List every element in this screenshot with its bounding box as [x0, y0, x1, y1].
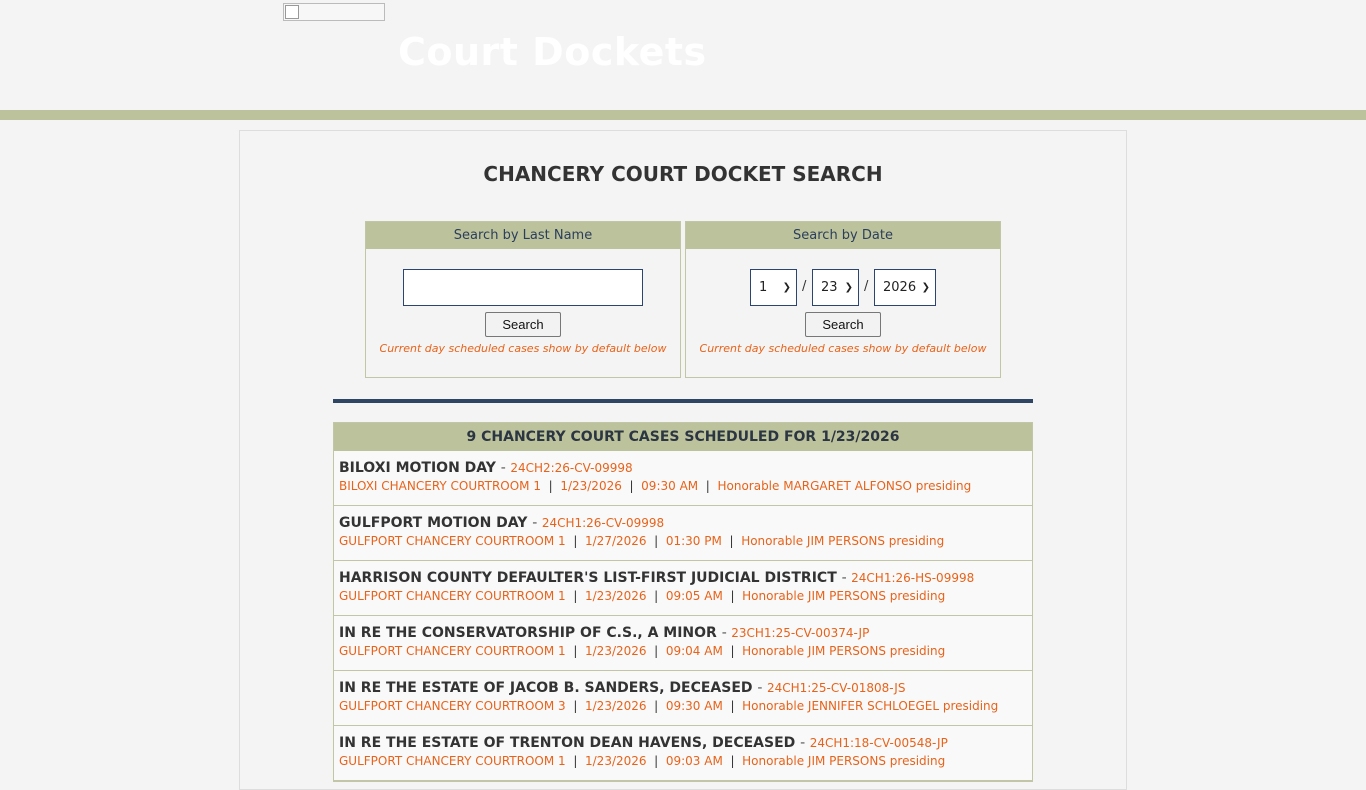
- panel-title: Search by Last Name: [366, 222, 680, 249]
- courtroom: GULFPORT CHANCERY COURTROOM 1: [339, 589, 566, 603]
- case-number[interactable]: 24CH2:26-CV-09998: [510, 461, 633, 475]
- default-note: Current day scheduled cases show by default below: [379, 342, 667, 355]
- search-by-date-panel: [685, 221, 1001, 378]
- year-value: 2026: [883, 280, 917, 295]
- case-title[interactable]: GULFPORT MOTION DAY: [339, 515, 528, 531]
- case-details: [339, 754, 1027, 768]
- dash-separator: -: [800, 735, 810, 751]
- case-number[interactable]: 24CH1:26-CV-09998: [541, 516, 665, 530]
- courtroom: GULFPORT CHANCERY COURTROOM 1: [339, 754, 566, 768]
- pipe-separator: |: [569, 534, 582, 548]
- pipe-separator: |: [701, 479, 714, 493]
- case-title[interactable]: IN RE THE ESTATE OF JACOB B. SANDERS, DECEASED: [339, 680, 753, 696]
- pipe-separator: |: [569, 644, 582, 658]
- presiding-judge: Honorable JIM PERSONS presiding: [742, 644, 946, 658]
- pipe-separator: |: [726, 754, 739, 768]
- page-title: CHANCERY COURT DOCKET SEARCH: [483, 162, 883, 186]
- pipe-separator: |: [726, 644, 739, 658]
- case-heading: [339, 570, 1027, 586]
- presiding-judge: Honorable JENNIFER SCHLOEGEL presiding: [742, 699, 999, 713]
- pipe-separator: |: [569, 754, 582, 768]
- results-table: [333, 422, 1033, 782]
- dash-separator: -: [500, 460, 511, 476]
- hearing-date: 1/23/2026: [585, 589, 647, 603]
- chevron-down-icon: ❯: [844, 282, 853, 293]
- date-separator: /: [864, 279, 869, 294]
- site-header: [0, 0, 1366, 110]
- dash-separator: -: [721, 625, 732, 641]
- presiding-judge: Honorable MARGARET ALFONSO presiding: [717, 479, 972, 493]
- day-select[interactable]: [812, 269, 859, 306]
- logo-image[interactable]: [283, 3, 385, 21]
- hearing-date: 1/23/2026: [585, 699, 647, 713]
- case-row[interactable]: [334, 506, 1032, 561]
- case-heading: [339, 460, 1027, 476]
- pipe-separator: |: [625, 479, 638, 493]
- year-select[interactable]: [874, 269, 936, 306]
- panel-title: Search by Date: [686, 222, 1000, 249]
- last-name-input[interactable]: [403, 269, 643, 306]
- hearing-time: 09:03 AM: [665, 754, 723, 768]
- case-row[interactable]: [334, 726, 1032, 781]
- presiding-judge: Honorable JIM PERSONS presiding: [741, 534, 945, 548]
- case-number[interactable]: 24CH1:18-CV-00548-JP: [809, 736, 948, 750]
- presiding-judge: Honorable JIM PERSONS presiding: [742, 754, 946, 768]
- pipe-separator: |: [650, 644, 663, 658]
- default-note: Current day scheduled cases show by default below: [699, 342, 987, 355]
- courtroom: GULFPORT CHANCERY COURTROOM 1: [339, 534, 566, 548]
- month-value: 1: [759, 280, 768, 295]
- hearing-date: 1/23/2026: [585, 754, 647, 768]
- broken-image-icon: [285, 5, 299, 19]
- chevron-down-icon: ❯: [921, 282, 930, 293]
- results-header: 9 CHANCERY COURT CASES SCHEDULED FOR 1/23/2026: [334, 423, 1032, 451]
- case-row[interactable]: [334, 451, 1032, 506]
- date-search-button[interactable]: Search: [805, 312, 881, 337]
- case-row[interactable]: [334, 561, 1032, 616]
- case-details: [339, 534, 1027, 548]
- case-list: [334, 451, 1032, 781]
- case-heading: [339, 735, 1027, 751]
- case-title[interactable]: BILOXI MOTION DAY: [339, 460, 496, 476]
- chevron-down-icon: ❯: [782, 282, 791, 293]
- section-divider: [333, 399, 1033, 403]
- case-title[interactable]: IN RE THE CONSERVATORSHIP OF C.S., A MINOR: [339, 625, 717, 641]
- case-row[interactable]: [334, 671, 1032, 726]
- case-title[interactable]: HARRISON COUNTY DEFAULTER'S LIST-FIRST JUDICIAL DISTRICT: [339, 570, 837, 586]
- pipe-separator: |: [726, 699, 739, 713]
- search-by-name-panel: [365, 221, 681, 378]
- pipe-separator: |: [725, 534, 738, 548]
- hearing-time: 09:04 AM: [665, 644, 723, 658]
- case-details: [339, 479, 1027, 493]
- main-content: [239, 130, 1127, 790]
- pipe-separator: |: [569, 589, 582, 603]
- courtroom: BILOXI CHANCERY COURTROOM 1: [339, 479, 541, 493]
- case-details: [339, 644, 1027, 658]
- hearing-time: 09:30 AM: [641, 479, 699, 493]
- pipe-separator: |: [569, 699, 582, 713]
- courtroom: GULFPORT CHANCERY COURTROOM 1: [339, 644, 566, 658]
- dash-separator: -: [841, 570, 852, 586]
- pipe-separator: |: [650, 589, 663, 603]
- case-heading: [339, 680, 1027, 696]
- hearing-time: 01:30 PM: [665, 534, 722, 548]
- hearing-date: 1/27/2026: [585, 534, 647, 548]
- case-details: [339, 589, 1027, 603]
- hearing-time: 09:05 AM: [665, 589, 723, 603]
- case-heading: [339, 625, 1027, 641]
- dash-separator: -: [532, 515, 542, 531]
- month-select[interactable]: [750, 269, 797, 306]
- site-title: Court Dockets: [398, 30, 707, 74]
- presiding-judge: Honorable JIM PERSONS presiding: [742, 589, 946, 603]
- header-band: [0, 110, 1366, 120]
- case-heading: [339, 515, 1027, 531]
- pipe-separator: |: [544, 479, 557, 493]
- pipe-separator: |: [650, 754, 663, 768]
- hearing-date: 1/23/2026: [585, 644, 647, 658]
- case-row[interactable]: [334, 616, 1032, 671]
- hearing-time: 09:30 AM: [665, 699, 723, 713]
- date-separator: /: [802, 279, 807, 294]
- case-number[interactable]: 24CH1:26-HS-09998: [851, 571, 975, 585]
- day-value: 23: [821, 280, 838, 295]
- dash-separator: -: [757, 680, 767, 696]
- case-number[interactable]: 23CH1:25-CV-00374-JP: [731, 626, 870, 640]
- pipe-separator: |: [650, 534, 663, 548]
- hearing-date: 1/23/2026: [560, 479, 622, 493]
- courtroom: GULFPORT CHANCERY COURTROOM 3: [339, 699, 566, 713]
- name-search-button[interactable]: Search: [485, 312, 561, 337]
- pipe-separator: |: [726, 589, 739, 603]
- case-number[interactable]: 24CH1:25-CV-01808-JS: [766, 681, 906, 695]
- case-title[interactable]: IN RE THE ESTATE OF TRENTON DEAN HAVENS, DECEASED: [339, 735, 796, 751]
- case-details: [339, 699, 1027, 713]
- pipe-separator: |: [650, 699, 663, 713]
